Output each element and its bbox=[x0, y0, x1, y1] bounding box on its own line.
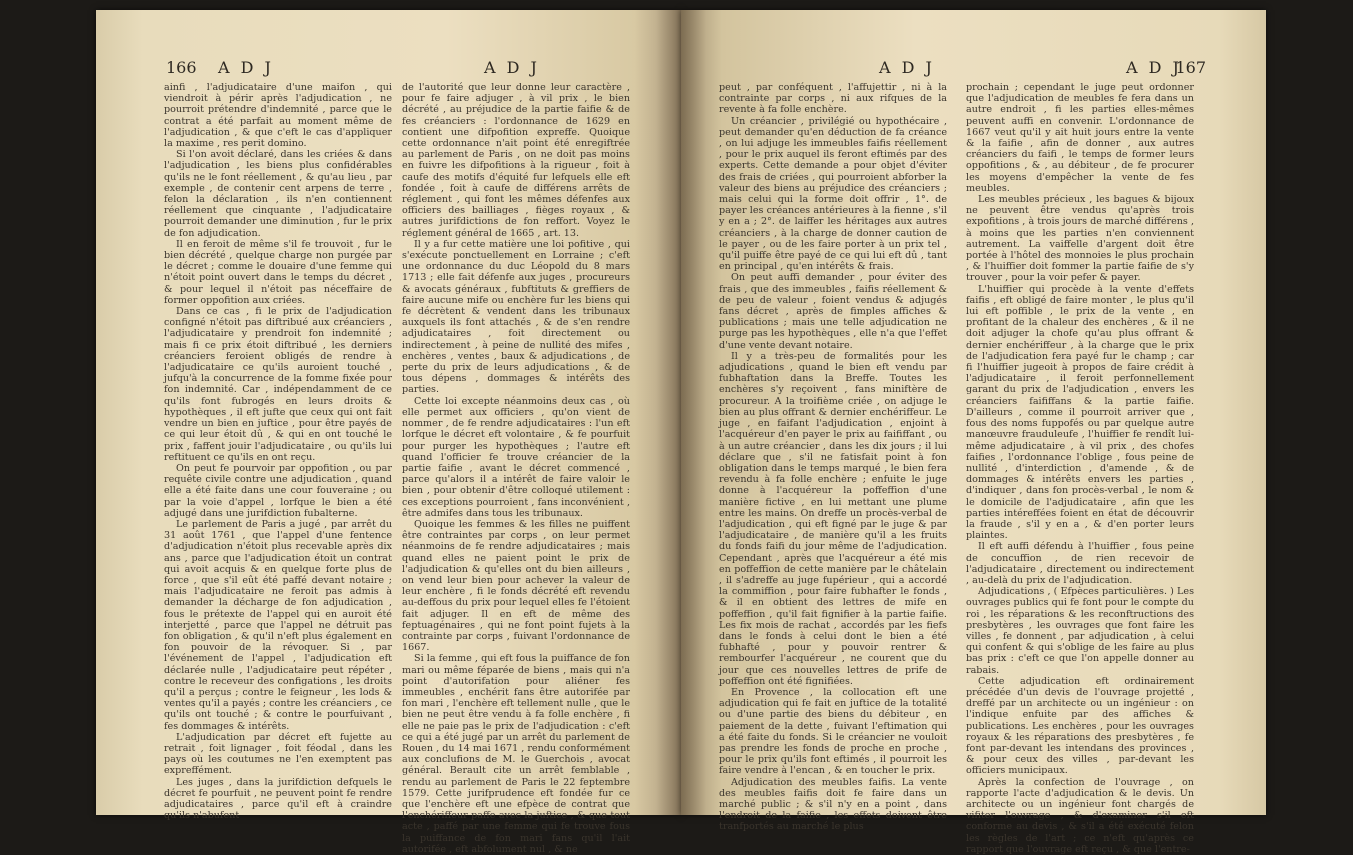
right-page bbox=[681, 10, 1266, 855]
paragraph: ainfi , l'adjudicataire d'une maifon , qui viendroit à périr après l'adjudication , ne pourroit prétendre d'indemnité , parce que le contrat a été parfait au moment même de l'adjudication , & que c'eft le cas d'appliquer la maxime , res perit domino. bbox=[164, 82, 392, 150]
paragraph: L'adjudication par décret eft fujette au retrait , foit lignager , foit féodal , dans les pays où les coutumes ne l'en exemptent pas expreffément. bbox=[164, 731, 392, 777]
paragraph: Adjudication des meubles faifis. La vente des meubles faifis doit fe faire dans un marché public ; & s'il n'y en a point , dans l'endroit de la faifie , les effets doivent être tranfportés au marché le plus bbox=[719, 776, 947, 833]
page-number-left: 166 bbox=[166, 58, 197, 77]
right-page-column-1 bbox=[719, 82, 947, 833]
paragraph: Dans ce cas , fi le prix de l'adjudication configné n'étoit pas diftribué aux créanciers , l'adjudicataire y prendroit fon indemnité ; mais fi ce prix étoit diftribué , les derniers créanciers feroient obligés de rendre à l'adjudicataire ce qu'ils auroient touché , jufqu'à la concurrence de la fomme fixée pour fon indemnité. Car , indépendamment de ce qu'ils font fubrogés en leurs droits & hypothèques , il eft jufte que ceux qui ont fait vendre un bien en juftice , pour être payés de ce qui leur étoit dû , & qui en ont touché le prix , faffent jouir l'adjudicataire , ou qu'ils lui reftituent ce qu'ils en ont reçu. bbox=[164, 306, 392, 463]
paragraph: En Provence , la collocation eft une adjudication qui fe fait en juftice de la totalité ou d'une partie des biens du débiteur , en paiement de la dette , fuivant l'eftimation qui a été faite du fonds. Si le créancier ne vouloit pas prendre les fonds de proche en proche , pour le prix qu'ils font eftimés , il pourroit les faire vendre à l'encan , & en toucher le prix. bbox=[719, 686, 947, 777]
running-head-left bbox=[166, 58, 621, 80]
paragraph: On peut auffi demander , pour éviter des frais , que des immeubles , faifis réellement & de peu de valeur , foient vendus & adjugés fans décret , après de fimples affiches & publications ; mais une telle adjudication ne purge pas les hypothèques , elle n'a que l'effet d'une vente devant notaire. bbox=[719, 272, 947, 351]
page-number-right: 167 bbox=[1175, 58, 1206, 77]
paragraph: Cette loi excepte néanmoins deux cas , où elle permet aux officiers , qu'on vient de nommer , de fe rendre adjudicataires : l'un eft lorfque le décret eft volontaire , & fe pourfuit pour purger les hypothèques ; l'autre eft quand l'officier fe trouve créancier de la partie faifie , avant le décret commencé , parce qu'alors il a intérêt de faire valoir le bien , pour obtenir d'être colloqué utilement : ces exceptions pourroient , fans inconvénient , être admifes dans tous les tribunaux. bbox=[402, 395, 630, 519]
paragraph: peut , par conféquent , l'affujettir , ni à la contrainte par corps , ni aux rifques de la revente à fa folle enchère. bbox=[719, 82, 947, 116]
paragraph: prochain ; cependant le juge peut ordonner que l'adjudication de meubles fe fera dans un autre endroit , fi les parties elles-mêmes peuvent auffi en convenir. L'ordonnance de 1667 veut qu'il y ait huit jours entre la vente & la faifie , afin de donner , aux autres créanciers du faifi , le temps de former leurs oppofitions , & , au débiteur , de fe procurer les moyens d'empêcher la vente de fes meubles. bbox=[966, 82, 1194, 194]
running-head-right-page bbox=[751, 58, 1206, 80]
paragraph: Adjudications , ( Efpèces particulières. ) Les ouvrages publics qui fe font pour le compte du roi , les réparations & les reconftructions des presbytères , les ouvrages que font faire les villes , fe donnent , par adjudication , à celui qui confent & qui s'oblige de les faire au plus bas prix : c'eft ce que l'on appelle donner au rabais. bbox=[966, 586, 1194, 676]
paragraph: Si l'on avoit déclaré, dans les criées & dans l'adjudication , les biens plus confidérables qu'ils ne le font réellement , & qu'au lieu , par exemple , de contenir cent arpens de terre , felon la déclaration , ils n'en contiennent réellement que cinquante , l'adjudicataire pourroit demander une diminution , fur le prix de fon adjudication. bbox=[164, 149, 392, 239]
paragraph: Il y a fur cette matière une loi pofitive , qui s'exécute ponctuellement en Lorraine ; c'eft une ordonnance du duc Léopold du 8 mars 1713 ; elle fait défenfe aux juges , procureurs & avocats généraux , fubftituts & greffiers de faire aucune mife ou enchère fur les biens qui fe décrètent & vendent dans les tribunaux auxquels ils font attachés , & de s'en rendre adjudicataires , foit directement ou indirectement , à peine de nullité des mifes , enchères , ventes , baux & adjudications , de perte du prix de leurs adjudications , & de tous dépens , dommages & intérêts des parties. bbox=[402, 238, 630, 396]
left-page-column-1 bbox=[164, 82, 392, 822]
paragraph: Après la confection de l'ouvrage , on rapporte l'acte d'adjudication & le devis. Un architecte ou un ingénieur font chargés de vifiter l'ouvrage , & d'examiner s'il eft conforme au devis , & s'il a été exécuté felon les règles de l'art ; ce n'eft qu'après ce rapport que l'ouvrage eft reçu , & que l'entre- bbox=[966, 776, 1194, 855]
running-head-title-right: A D J bbox=[484, 58, 540, 77]
running-head-title-left: A D J bbox=[879, 58, 935, 77]
running-head-title-left: A D J bbox=[218, 58, 274, 77]
paragraph: Il en feroit de même s'il fe trouvoit , fur le bien décrété , quelque charge non purgée par le décret ; comme le douaire d'une femme qui n'étoit point ouvert dans le temps du décret , & pour lequel il n'étoit pas néceffaire de former oppofition aux criées. bbox=[164, 238, 392, 306]
left-page-column-2 bbox=[402, 82, 630, 855]
paragraph: L'huiffier qui procède à la vente d'effets faifis , eft obligé de faire monter , le plus qu'il lui eft poffible , le prix de la vente , en profitant de la chaleur des enchères , & il ne doit adjuger la chofe qu'au plus offrant & dernier enchériffeur , à la charge que le prix de l'adjudication fera payé fur le champ ; car fi l'huiffier jugeoit à propos de faire crédit à l'adjudicataire , il feroit perfonnellement garant du prix de l'adjudication , envers les créanciers faififfans & la partie faifie. D'ailleurs , comme il pourroit arriver que , fous des noms fuppofés ou par quelque autre manœuvre frauduleufe , l'huiffier fe rendît lui-même adjudicataire , à vil prix , des chofes faifies , l'ordonnance l'oblige , fous peine de nullité , d'interdiction , d'amende , & de dommages & intérêts envers les parties , d'indiquer , dans fon procès-verbal , le nom & le domicile de l'adjudicataire , afin que les parties intéreffées foient en état de découvrir la fraude , s'il y en a , & d'en porter leurs plaintes. bbox=[966, 283, 1194, 542]
paragraph: Le parlement de Paris a jugé , par arrêt du 31 août 1761 , que l'appel d'une fentence d'adjudication n'étoit plus recevable après dix ans , parce que l'adjudication étoit un contrat qui avoit acquis & en quelque forte plus de force , que s'il eût été paffé devant notaire ; mais l'adjudicataire ne feroit pas admis à demander la décharge de fon adjudication , fous le prétexte de l'appel qui en auroit été interjetté , parce que l'appel ne détruit pas fon obligation , & qu'il n'eft plus également en fon pouvoir de la révoquer. Si , par l'événement de l'appel , l'adjudication eft déclarée nulle , l'adjudicataire peut répéter , contre le receveur des configations , les droits qu'il a perçus ; contre le feigneur , les lods & ventes qu'il a payés ; contre les créanciers , ce qu'ils ont touché ; & contre le pourfuivant , fes dommages & intérêts. bbox=[164, 518, 392, 732]
paragraph: On peut fe pourvoir par oppofition , ou par requête civile contre une adjudication , quand elle a été faite dans une cour fouveraine ; ou par la voie d'appel , lorfque le bien a été adjugé dans une jurifdiction fubalterne. bbox=[164, 462, 392, 519]
right-page-column-2 bbox=[966, 82, 1194, 855]
paragraph: Si la femme , qui eft fous la puiffance de fon mari ou même féparée de biens , mais qui n'a point d'autorifation pour aliéner fes immeubles , enchérit fans être autorifée par fon mari , l'enchère eft tellement nulle , que le bien ne peut être vendu à fa folle enchère , fi elle ne paie pas le prix de l'adjudication : c'eft ce qui a été jugé par un arrêt du parlement de Rouen , du 14 mai 1671 , rendu conformément aux conclufions de M. le Guerchois , avocat général. Berault cite un arrêt femblable , rendu au parlement de Paris le 22 feptembre 1579. Cette jurifprudence eft fondée fur ce que l'enchère eft une efpèce de contrat que l'enchériffeur paffe avec la juftice , & que tout acte , paffé par une femme qui fe trouve fous la puiffance de fon mari fans qu'il l'ait autorifée , eft abfolument nul , & ne bbox=[402, 653, 630, 855]
paragraph: Cette adjudication eft ordinairement précédée d'un devis de l'ouvrage projetté , dreffé par un architecte ou un ingénieur : on l'indique enfuite par des affiches & publications. Les enchères , pour les ouvrages royaux & les réparations des presbytères , fe font par-devant les intendans des provinces , & pour ceux des villes , par-devant les officiers municipaux. bbox=[966, 675, 1194, 777]
paragraph: Les juges , dans la jurifdiction defquels le décret fe pourfuit , ne peuvent point fe rendre adjudicataires , parce qu'il eft à craindre qu'ils n'abufent bbox=[164, 776, 392, 822]
paragraph: de l'autorité que leur donne leur caractère , pour fe faire adjuger , à vil prix , le bien décrété , au préjudice de la partie faifie & de fes créanciers : l'ordonnance de 1629 en contient une difpofition expreffe. Quoique cette ordonnance n'ait point été enregiftrée au parlement de Paris , on ne doit pas moins en fuivre les difpofitions à la rigueur , foit à caufe des motifs d'équité fur lefquels elle eft fondée , foit à caufe de différens arrêts de réglement , qui font les mêmes défenfes aux officiers des bailliages , fièges royaux , & autres jurifdictions de fon reffort. Voyez le réglement général de 1665 , art. 13. bbox=[402, 82, 630, 239]
book-gutter bbox=[656, 10, 706, 815]
running-head-title-right: A D J bbox=[1126, 58, 1182, 77]
paragraph: Un créancier , privilégié ou hypothécaire , peut demander qu'en déduction de fa créance , on lui adjuge les immeubles faifis réellement , pour le prix auquel ils feront eftimés par des experts. Cette demande a pour objet d'éviter des frais de criées , qui pourroient abforber la valeur des biens au préjudice des créanciers ; mais celui qui la forme doit offrir , 1°. de payer les créances antérieures à la fienne , s'il y en a ; 2°. de laiffer les héritages aux autres créanciers , à la charge de donner caution de le payer , ou de les faire porter à un prix tel , qu'il puiffe être payé de ce qui lui eft dû , tant en principal , qu'en intérêts & frais. bbox=[719, 115, 947, 273]
paragraph: Il eft auffi défendu à l'huiffier , fous peine de concuffion , de rien recevoir de l'adjudicataire , directement ou indirectement , au-delà du prix de l'adjudication. bbox=[966, 541, 1194, 586]
paragraph: Les meubles précieux , les bagues & bijoux ne peuvent être vendus qu'après trois expofitions , à trois jours de marché différens , à moins que les parties n'en conviennent autrement. La vaiffelle d'argent doit être portée à l'hôtel des monnoies le plus prochain , & l'huiffier doit fommer la partie faifie de s'y trouver , pour la voir pefer & payer. bbox=[966, 194, 1194, 284]
paragraph: Il y a très-peu de formalités pour les adjudications , quand le bien eft vendu par fubhaftation dans la Breffe. Toutes les enchères s'y reçoivent , fans miniftère de procureur. A la troifième criée , on adjuge le bien au plus offrant & dernier enchériffeur. Le juge , en faifant l'adjudication , enjoint à l'acquéreur d'en payer le prix au faififfant , ou à un autre créancier , dans les dix jours ; il lui déclare que , s'il ne fatisfait point à fon obligation dans le temps marqué , le bien fera revendu à fa folle enchère ; enfuite le juge donne à l'acquéreur la poffeffion d'une manière fictive , en lui mettant une plume entre les mains. On dreffe un procès-verbal de l'adjudication , qui eft figné par le juge & par l'adjudicataire , de manière qu'il a les fruits du fonds faifi du jour même de l'adjudication. Cependant , après que l'acquéreur a été mis en poffeffion de cette manière par le châtelain , il s'adreffe au juge fupérieur , qui a accordé la commiffion , pour faire fubhafter le fonds , & il en obtient des lettres de mife en poffeffion , qu'il fait fignifier à la partie faifie. Les fix mois de rachat , accordés par les fiefs dans le fonds à celui dont le bien a été fubhafté , pour y pouvoir rentrer & rembourfer l'acquéreur , ne courent que du jour que ces nouvelles lettres de prife de poffeffion ont été fignifiées. bbox=[719, 350, 947, 687]
open-book bbox=[96, 10, 1266, 855]
left-page bbox=[96, 10, 681, 855]
paragraph: Quoique les femmes & les filles ne puiffent être contraintes par corps , on leur permet néanmoins de fe rendre adjudicataires ; mais quand elles ne paient point le prix de l'adjudication & qu'elles ont du bien ailleurs , on vend leur bien pour achever la valeur de leur enchère , fi le fonds décrété eft revendu au-deffous du prix pour lequel elles fe l'étoient fait adjuger. Il en eft de même des feptuagénaires , qui ne font point fujets à la contrainte par corps , fuivant l'ordonnance de 1667. bbox=[402, 518, 630, 654]
